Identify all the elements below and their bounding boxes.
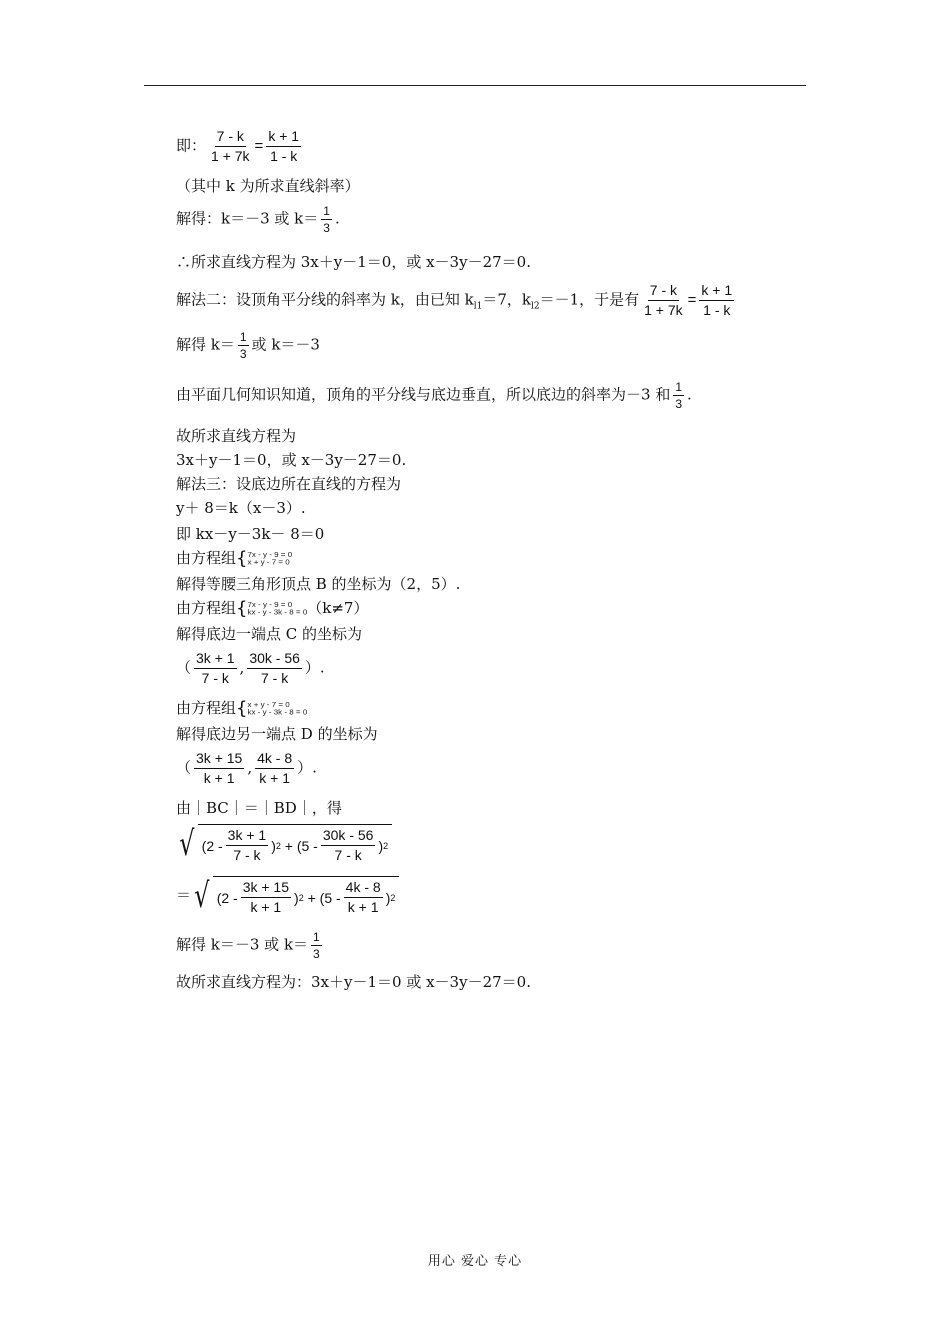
denominator: k + 1 bbox=[259, 770, 290, 786]
text-line-18 bbox=[176, 698, 307, 719]
equals: = bbox=[254, 137, 264, 155]
numerator: 1 bbox=[313, 930, 320, 944]
text-line-2: （其中 k 为所求直线斜率） bbox=[176, 177, 360, 195]
numerator: 3k + 1 bbox=[194, 650, 237, 669]
denominator: 1 + 7k bbox=[644, 302, 683, 318]
point-c-coordinates bbox=[176, 650, 325, 687]
header-rule bbox=[144, 85, 806, 86]
text-line-16: 解得底边一端点 C 的坐标为 bbox=[176, 625, 363, 643]
fraction bbox=[344, 879, 383, 916]
denominator: 7 - k bbox=[261, 670, 289, 686]
text-line-8: 故所求直线方程为 bbox=[176, 427, 297, 445]
fraction bbox=[266, 128, 301, 165]
denominator: 3 bbox=[675, 397, 683, 411]
brace: { bbox=[236, 598, 248, 619]
text: + (5 - bbox=[284, 837, 318, 854]
numerator: 1 bbox=[323, 204, 330, 218]
numerator: 3k + 15 bbox=[241, 879, 291, 898]
text: ）. bbox=[304, 658, 325, 677]
text: 解得 k＝－3 或 k＝ bbox=[176, 935, 309, 954]
denominator: 1 - k bbox=[703, 302, 731, 318]
fraction bbox=[699, 282, 734, 319]
equation-system bbox=[247, 552, 292, 566]
text: ) bbox=[385, 889, 391, 906]
text: 即： bbox=[176, 136, 207, 155]
radicand bbox=[213, 876, 400, 916]
brace: { bbox=[236, 548, 248, 569]
equation-system bbox=[247, 602, 307, 616]
denominator: 3 bbox=[239, 347, 247, 361]
fraction bbox=[673, 380, 684, 411]
fraction bbox=[247, 650, 302, 687]
denominator: k + 1 bbox=[347, 899, 379, 915]
text: , bbox=[239, 658, 245, 677]
text-line-6 bbox=[176, 330, 320, 361]
equation-system bbox=[247, 702, 307, 716]
numerator: 30k - 56 bbox=[321, 827, 376, 846]
distance-bd bbox=[176, 876, 399, 916]
denominator: k + 1 bbox=[203, 770, 235, 786]
numerator: 4k - 8 bbox=[255, 750, 294, 769]
text: ) bbox=[271, 837, 276, 854]
distance-bc bbox=[176, 824, 392, 864]
equation: kx - y - 3k - 8 = 0 bbox=[247, 608, 308, 617]
text: （ bbox=[176, 758, 192, 777]
subscript: l2 bbox=[530, 301, 540, 312]
radical-sign: √ bbox=[194, 876, 210, 916]
text: 由方程组 bbox=[176, 549, 237, 567]
denominator: 7 - k bbox=[334, 847, 362, 863]
numerator: 4k - 8 bbox=[344, 879, 383, 898]
page-footer: 用心 爱心 专心 bbox=[427, 1254, 523, 1269]
equation: 7x - y - 9 = 0 bbox=[247, 550, 293, 559]
text: （k≠7） bbox=[307, 599, 369, 617]
square-root bbox=[176, 824, 392, 864]
text: 由方程组 bbox=[176, 599, 237, 617]
text-line-7 bbox=[176, 380, 692, 411]
denominator: 7 - k bbox=[201, 670, 229, 686]
equals: = bbox=[687, 291, 697, 309]
numerator: 1 bbox=[675, 380, 683, 394]
denominator: 7 - k bbox=[233, 847, 261, 863]
text-line-12: 即 kx－y－3k－ 8＝0 bbox=[176, 525, 325, 543]
text: + (5 - bbox=[307, 889, 341, 906]
denominator: 3 bbox=[323, 221, 330, 235]
text-line-25: 故所求直线方程为：3x＋y－1＝0 或 x－3y－27＝0. bbox=[176, 973, 531, 991]
denominator: k + 1 bbox=[250, 899, 282, 915]
text-line-14: 解得等腰三角形顶点 B 的坐标为（2，5）. bbox=[176, 575, 461, 593]
numerator: k + 1 bbox=[266, 128, 301, 147]
denominator: 1 - k bbox=[270, 148, 298, 164]
exponent: 2 bbox=[298, 892, 304, 903]
text: ）. bbox=[297, 758, 317, 777]
equation: x + y - 7 = 0 bbox=[247, 558, 290, 567]
fraction bbox=[238, 330, 249, 361]
text-line-21: 由｜BC｜＝｜BD｜，得 bbox=[176, 799, 342, 817]
subscript: l1 bbox=[473, 301, 483, 312]
text: , bbox=[247, 758, 253, 777]
text-line-4: ∴所求直线方程为 3x＋y－1＝0，或 x－3y－27＝0. bbox=[176, 253, 531, 271]
exponent: 2 bbox=[390, 892, 396, 903]
exponent: 2 bbox=[275, 840, 281, 851]
text-line-15 bbox=[176, 598, 368, 619]
brace: { bbox=[236, 698, 248, 719]
text-line-3 bbox=[176, 204, 340, 235]
radical-sign: √ bbox=[179, 824, 195, 864]
fraction bbox=[194, 650, 237, 687]
equation: x + y - 7 = 0 bbox=[247, 700, 290, 709]
text-line-9: 3x＋y－1＝0，或 x－3y－27＝0. bbox=[176, 451, 407, 469]
square-root bbox=[191, 876, 399, 916]
text-line-10: 解法三：设底边所在直线的方程为 bbox=[176, 475, 402, 493]
text-line-24 bbox=[176, 930, 325, 961]
text-line-13 bbox=[176, 548, 292, 569]
exponent: 2 bbox=[383, 840, 389, 851]
text: 由平面几何知识知道，顶角的平分线与底边垂直，所以底边的斜率为－3 和 bbox=[176, 385, 671, 404]
fraction bbox=[321, 827, 376, 864]
text: （ bbox=[176, 658, 192, 677]
numerator: 3k + 15 bbox=[194, 750, 244, 769]
text: ) bbox=[378, 837, 384, 854]
denominator: 3 bbox=[313, 947, 320, 961]
numerator: 3k + 1 bbox=[226, 827, 269, 846]
equation: kx - y - 3k - 8 = 0 bbox=[247, 708, 308, 717]
denominator: 1 + 7k bbox=[211, 148, 250, 164]
numerator: 1 bbox=[239, 330, 247, 344]
fraction bbox=[255, 750, 294, 787]
text: 或 k＝－3 bbox=[251, 335, 320, 354]
numerator: 7 - k bbox=[215, 128, 246, 147]
fraction bbox=[321, 204, 332, 235]
text-line-5 bbox=[176, 282, 737, 319]
text: . bbox=[687, 385, 692, 404]
text: ＝7，k bbox=[482, 290, 531, 309]
fraction bbox=[194, 750, 244, 787]
fraction bbox=[209, 128, 252, 165]
text: (2 - bbox=[216, 889, 238, 906]
equation-line-1 bbox=[176, 128, 304, 165]
numerator: k + 1 bbox=[699, 282, 734, 301]
numerator: 30k - 56 bbox=[247, 650, 302, 669]
numerator: 7 - k bbox=[648, 282, 679, 301]
fraction bbox=[311, 930, 322, 961]
equation: 7x - y - 9 = 0 bbox=[247, 600, 293, 609]
text: 解法二：设顶角平分线的斜率为 k，由已知 k bbox=[176, 290, 474, 309]
text: 解得 k＝ bbox=[176, 335, 235, 354]
text-line-11: y＋ 8＝k（x－3）. bbox=[176, 499, 306, 517]
text: ＝－1，于是有 bbox=[539, 290, 640, 309]
fraction bbox=[241, 879, 291, 916]
text: (2 - bbox=[201, 837, 223, 854]
point-d-coordinates bbox=[176, 750, 317, 787]
fraction bbox=[226, 827, 269, 864]
text-line-19: 解得底边另一端点 D 的坐标为 bbox=[176, 725, 378, 743]
text: ＝ bbox=[176, 886, 192, 904]
text: . bbox=[334, 209, 340, 228]
text: ) bbox=[294, 889, 299, 906]
text: 由方程组 bbox=[176, 699, 237, 717]
fraction bbox=[642, 282, 685, 319]
text: 解得：k＝－3 或 k＝ bbox=[176, 209, 319, 228]
radicand bbox=[198, 824, 392, 864]
